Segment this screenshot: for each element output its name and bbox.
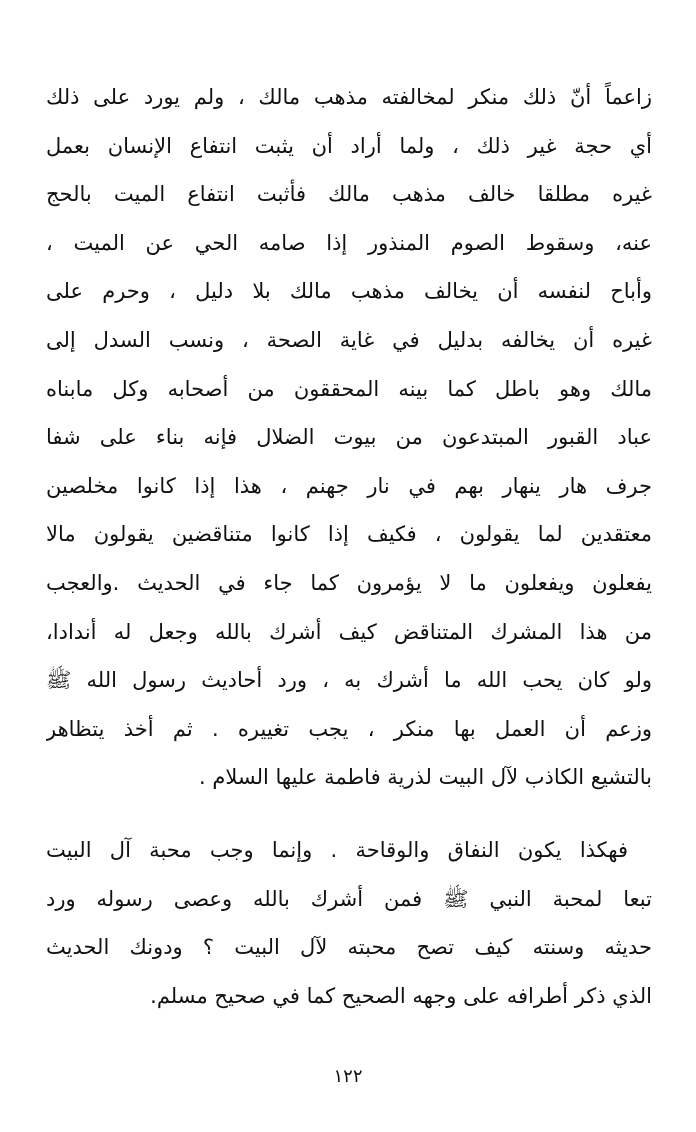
text-line: زاعماً أنّ ذلك منكر لمخالفته مذهب مالك ، ولم يورد على ذلك [46,85,652,109]
text-line: وأباح لنفسه أن يخالف مذهب مالك بلا دليل ، وحرم على [46,279,652,304]
text-line: أي حجة غير ذلك ، ولما أراد أن يثبت انتفاع الإنسان بعمل [46,133,652,158]
text-line: فهكذا يكون النفاق والوقاحة . وإنما وجب محبة آل البيت [46,838,628,862]
text-line: عباد القبور المبتدعون من بيوت الضلال فإنه بناء على شفا [46,425,652,450]
page-number: ١٢٢ [333,1066,363,1087]
text-line: وزعم أن العمل بها منكر ، يجب تغييره . ثم أخذ يتظاهر [46,716,652,741]
text-line: جرف هار ينهار بهم في نار جهنم ، هذا إذا كانوا مخلصين [46,473,652,498]
text-line: غيره أن يخالفه بدليل في غاية الصحة ، ونسب السدل إلى [46,327,652,352]
text-line: بالتشيع الكاذب لآل البيت لذرية فاطمة عليها السلام . [198,765,652,790]
text-line: معتقدين لما يقولون ، فكيف إذا كانوا متناقضين يقولون مالا [46,522,652,547]
text-line: يفعلون ويفعلون ما لا يؤمرون كما جاء في الحديث .والعجب [46,570,652,595]
text-line: تبعا لمحبة النبي ﷺ فمن أشرك بالله وعصى رسوله ورد [46,886,652,911]
text-line: من هذا المشرك المتناقض كيف أشرك بالله وجعل له أندادا، [46,619,652,644]
paragraph-2 [46,826,652,1020]
text-line: عنه، وسقوط الصوم المنذور إذا صامه الحي عن الميت ، [46,230,652,255]
text-line: غيره مطلقا خالف مذهب مالك فأثبت انتفاع الميت بالحج [46,182,652,207]
text-line: ولو كان يحب الله ما أشرك به ، ورد أحاديث رسول الله ﷺ [46,668,652,693]
text-line: الذي ذكر أطرافه على وجهه الصحيح كما في صحيح مسلم. [150,983,652,1008]
text-line: مالك وهو باطل كما بينه المحققون من أصحابه وكل مابناه [46,376,652,401]
paragraph-1 [46,73,652,802]
text-line: حديثه وسنته كيف تصح محبته لآل البيت ؟ ودونك الحديث [46,935,652,960]
